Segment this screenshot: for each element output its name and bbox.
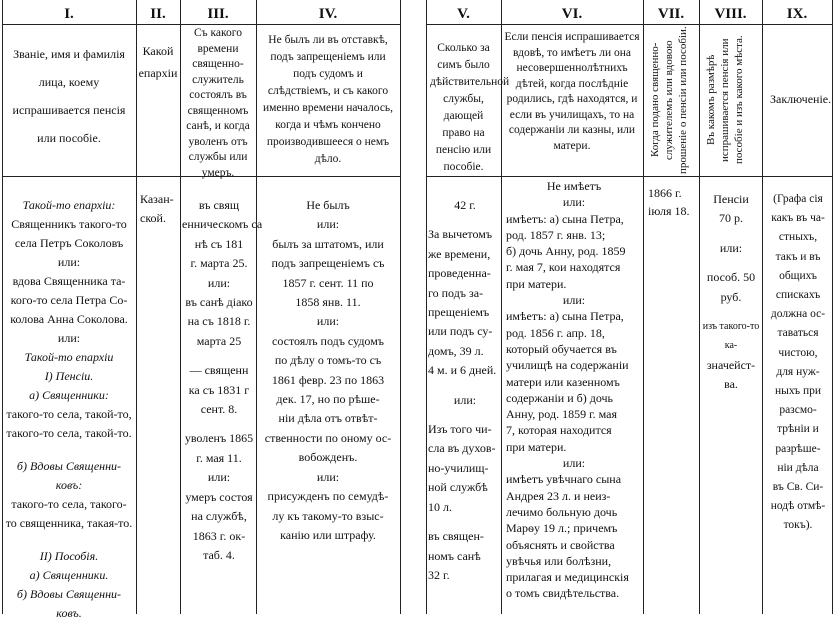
column-header-text: Заключеніе.	[770, 92, 832, 106]
column-border	[699, 0, 700, 614]
column-number: VIII.	[714, 6, 747, 22]
column-number: I.	[64, 6, 74, 22]
body-column-1: Такой-то епархіи: Священникъ такого-то села Петръ Соколовъ или: вдова Священника та- кого-то села Петра Со- колова Анна Соколова. или: Такой-то епархіи I) Пенсіи. а) Священники: такого-то села, такой-то, такого-то села, такой-то. б) Вдовы Священни- ковъ: такого-то села, такого- то священника, такая-то. II) Пособія. а) Священники. б) Вдовы Священни- ковъ.	[5, 198, 133, 620]
column-border	[2, 0, 3, 614]
column-number: IX.	[786, 6, 808, 22]
body-column-9: (Графа сія какъ въ ча- стныхъ, такъ и въ общихъ спискахъ должна ос- таваться чистою, для нуж- ныхъ при разсмо- трѣніи и разрѣше- ніи дѣла въ Св. Си- нодѣ отмѣ- токъ).	[770, 193, 826, 532]
column-header-text: Сколько за симъ было дѣйствительной службы, дающей право на пенсію или пособіе.	[430, 42, 510, 173]
column-header-text: Съ какого времени священно-служитель состоялъ въ священномъ санѣ, и когда уволенъ отъ службы или умеръ.	[186, 27, 250, 179]
column-header-text: Званіе, имя и фамилія лица, коему испрашивается пенсія или пособіе.	[12, 47, 126, 145]
column-number: III.	[207, 6, 229, 22]
column-border	[400, 0, 401, 614]
column-border	[180, 0, 181, 614]
column-number: V.	[457, 6, 470, 22]
column-number: IV.	[318, 6, 338, 22]
column-number: II.	[150, 6, 166, 22]
column-number: VI.	[561, 6, 583, 22]
body-column-4: Не былъ или: былъ за штатомъ, или подъ запрещеніемъ съ 1857 г. сент. 11 по 1858 янв. 11. или: состоялъ подъ судомъ по дѣлу о томъ-то съ 1861 февр. 23 по 1863 дек. 17, но по рѣше- ніи дѣла отъ отвѣт- ственности по оному ос- вобожденъ. или: присужденъ по семудѣ- лу къ такому-то взыс- канію или штрафу.	[264, 198, 392, 542]
body-column-8: Пенсіи 70 р. или: пособ. 50 руб. изъ такого-то ка- значейст- ва.	[702, 192, 760, 392]
column-header-text: Какой епархіи	[138, 44, 178, 80]
body-column-2: Казан- ской.	[140, 192, 174, 226]
body-column-3: въ свящ енническомъ са нѣ съ 181 г. марта 25. или: въ санѣ діако на съ 1818 г. марта 25 — священн ка съ 1831 г сент. 8. уволенъ 1865 г. мая 11. или: умеръ состоя на службѣ, 1863 г. ок- таб. 4.	[182, 198, 263, 562]
column-border	[643, 0, 644, 614]
body-column-6: Не имѣетъ или: имѣетъ: а) сына Петра, род. 1857 г. янв. 13; б) дочь Анну, род. 1859 г. мая 7, кои находятся при матери. или: имѣетъ: а) сына Петра, род. 1856 г. апр. 18, который обучается въ училищѣ на содержаніи матери или казенномъ содержаніи и б) дочь Анну, род. 1859 г. мая 7, которая находится при матери. или: имѣетъ увѣчнаго сына Андрея 23 л. и неиз- лечимо больную дочь Марѳу 19 л.; причемъ объяснять и свойства увѣчья или болѣзни, прилагая и медицинскія о томъ свидѣтельства.	[506, 179, 629, 601]
column-header-text: Въ какомъ размѣрѣ испрашивается пенсія или пособіе и изъ какого мѣста.	[705, 35, 745, 165]
header-number-rule	[2, 24, 400, 25]
column-header-text: Когда подано священно-служителемъ или вдовою прошеніе о пенсіи или пособіи.	[649, 26, 689, 174]
body-column-7: 1866 г. іюля 18.	[648, 186, 690, 218]
column-number: VII.	[657, 6, 685, 22]
column-border	[136, 0, 137, 614]
body-column-5: 42 г. За вычетомъ же времени, проведенна- го подъ за- прещеніемъ или подъ су- домъ, 39 л. 4 м. и 6 дней. или: Изъ того чи- сла въ духов- но-училищ- ной службѣ 10 л. въ священ- номъ санѣ 32 г.	[428, 198, 497, 582]
column-header-text: Если пенсія испрашивается вдовѣ, то имѣетъ ли она несовершеннолѣтнихъ дѣтей, когда послѣдніе родились, гдѣ находятся, и если въ училищахъ, то на содержаніи ли казны, или матери.	[504, 31, 640, 152]
column-header-text: Не былъ ли въ отставкѣ, подъ запрещеніемъ или подъ судомъ и слѣдствіемъ, и съ какого именно времени началось, когда и чѣмъ кончено производившееся о немъ дѣло.	[262, 34, 394, 165]
column-border	[256, 0, 257, 614]
header-body-rule	[426, 176, 832, 177]
column-border	[426, 0, 427, 614]
header-number-rule	[426, 24, 832, 25]
